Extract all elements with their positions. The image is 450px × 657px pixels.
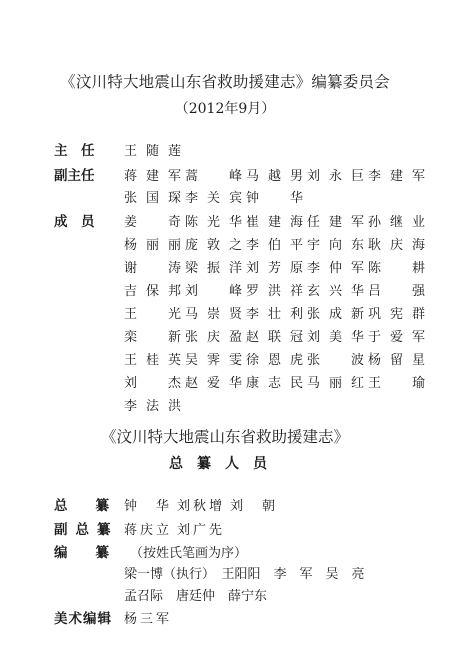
- person-name: 罗洪祥: [246, 284, 303, 299]
- members-line-4: [124, 280, 429, 299]
- art-editor-names: [124, 608, 177, 627]
- person-name: 钟 华: [246, 191, 303, 206]
- person-name: 张庆盈: [185, 330, 242, 345]
- members-line-9: [124, 395, 185, 414]
- person-name: 刘 峰: [185, 284, 242, 299]
- committee-title: 《汶川特大地震山东省救助援建志》编纂委员会: [60, 73, 390, 91]
- staff-title: 《汶川特大地震山东省救助援建志》: [100, 428, 349, 446]
- person-name: 陈光华: [185, 215, 242, 230]
- person-name: 马丽红: [307, 376, 364, 391]
- person-name: 刘 朝: [230, 499, 275, 514]
- person-name: 刘永巨: [307, 169, 364, 184]
- person-name: 赵联冠: [246, 330, 303, 345]
- person-name: 巩宪群: [368, 307, 425, 322]
- person-name: 刘美华: [307, 330, 364, 345]
- person-name: 赵爱华: [185, 376, 242, 391]
- person-name: 孙继业: [368, 215, 425, 230]
- person-name: 任建军: [307, 215, 364, 230]
- person-name: 李仲军: [307, 261, 364, 276]
- members-line-7: [124, 349, 429, 368]
- person-name: 吕 强: [368, 284, 425, 299]
- members-line-1: [124, 211, 429, 230]
- person-name: 杨丽丽: [124, 238, 181, 253]
- person-name: 张 波: [307, 353, 364, 368]
- person-name: 吉保邦: [124, 284, 181, 299]
- person-name: 钟 华: [124, 499, 169, 514]
- person-name: 吴霁雯: [185, 353, 242, 368]
- person-name: 张成新: [307, 307, 364, 322]
- person-name: 马崇贤: [185, 307, 242, 322]
- person-name: 李伯平: [246, 238, 303, 253]
- person-name: 杨留星: [368, 353, 425, 368]
- deputy-director-names-line-2: [124, 187, 307, 206]
- role-label-members: 成 员: [54, 214, 95, 230]
- compilers-line-2: 孟召际 唐廷仲 薛宁东: [124, 589, 268, 604]
- person-name: 于爱军: [368, 330, 425, 345]
- person-name: 马越男: [246, 169, 303, 184]
- person-name: 蒋庆立: [124, 523, 169, 538]
- person-name: 庞敦之: [185, 238, 242, 253]
- role-label-art-editor: 美术编辑: [54, 611, 112, 627]
- deputy-editor-names: [124, 519, 230, 538]
- person-name: 李关宾: [185, 191, 242, 206]
- members-line-3: [124, 257, 429, 276]
- person-name: 谢 涛: [124, 261, 181, 276]
- staff-subtitle: 总纂人员: [169, 456, 281, 472]
- person-name: 蒿 峰: [185, 169, 242, 184]
- person-name: 耿庆海: [368, 238, 425, 253]
- deputy-director-names-line-1: [124, 165, 429, 184]
- person-name: 崔建海: [246, 215, 303, 230]
- members-line-6: [124, 326, 429, 345]
- role-label-deputy-editor: 副总纂: [54, 522, 119, 538]
- person-name: 李法洪: [124, 399, 181, 414]
- person-name: 刘秋增: [177, 499, 222, 514]
- person-name: 康志民: [246, 376, 303, 391]
- editor-in-chief-names: [124, 495, 283, 514]
- members-line-8: [124, 372, 429, 391]
- compilers-note: （按姓氏笔画为序）: [130, 546, 248, 561]
- person-name: 刘 杰: [124, 376, 181, 391]
- role-label-deputy-director: 副主任: [54, 168, 95, 184]
- person-name: 梁振洋: [185, 261, 242, 276]
- person-name: 王 光: [124, 307, 181, 322]
- compilers-line-1: 梁一博（执行） 王阳阳 李 军 吴 亮: [124, 567, 365, 582]
- person-name: 宇向东: [307, 238, 364, 253]
- person-name: 李壮利: [246, 307, 303, 322]
- person-name: 王 瑜: [368, 376, 425, 391]
- role-label-compilers: 编纂: [54, 545, 137, 561]
- person-name: 徐恩虎: [246, 353, 303, 368]
- person-name: 玄兴华: [307, 284, 364, 299]
- person-name: 蒋建军: [124, 169, 181, 184]
- person-name: 杨三军: [124, 612, 169, 627]
- role-label-editor-in-chief: 总纂: [54, 498, 137, 514]
- person-name: 刘芳原: [246, 261, 303, 276]
- director-names: [124, 140, 185, 159]
- person-name: 李建军: [368, 169, 425, 184]
- person-name: 陈 耕: [368, 261, 425, 276]
- person-name: 王随莲: [124, 144, 181, 159]
- person-name: 王桂英: [124, 353, 181, 368]
- role-label-director: 主 任: [54, 143, 95, 159]
- person-name: 姜 奇: [124, 215, 181, 230]
- members-line-2: [124, 234, 429, 253]
- committee-date: （2012年9月）: [174, 101, 276, 117]
- person-name: 刘广先: [177, 523, 222, 538]
- person-name: 张国琛: [124, 191, 181, 206]
- members-line-5: [124, 303, 429, 322]
- person-name: 栾 新: [124, 330, 181, 345]
